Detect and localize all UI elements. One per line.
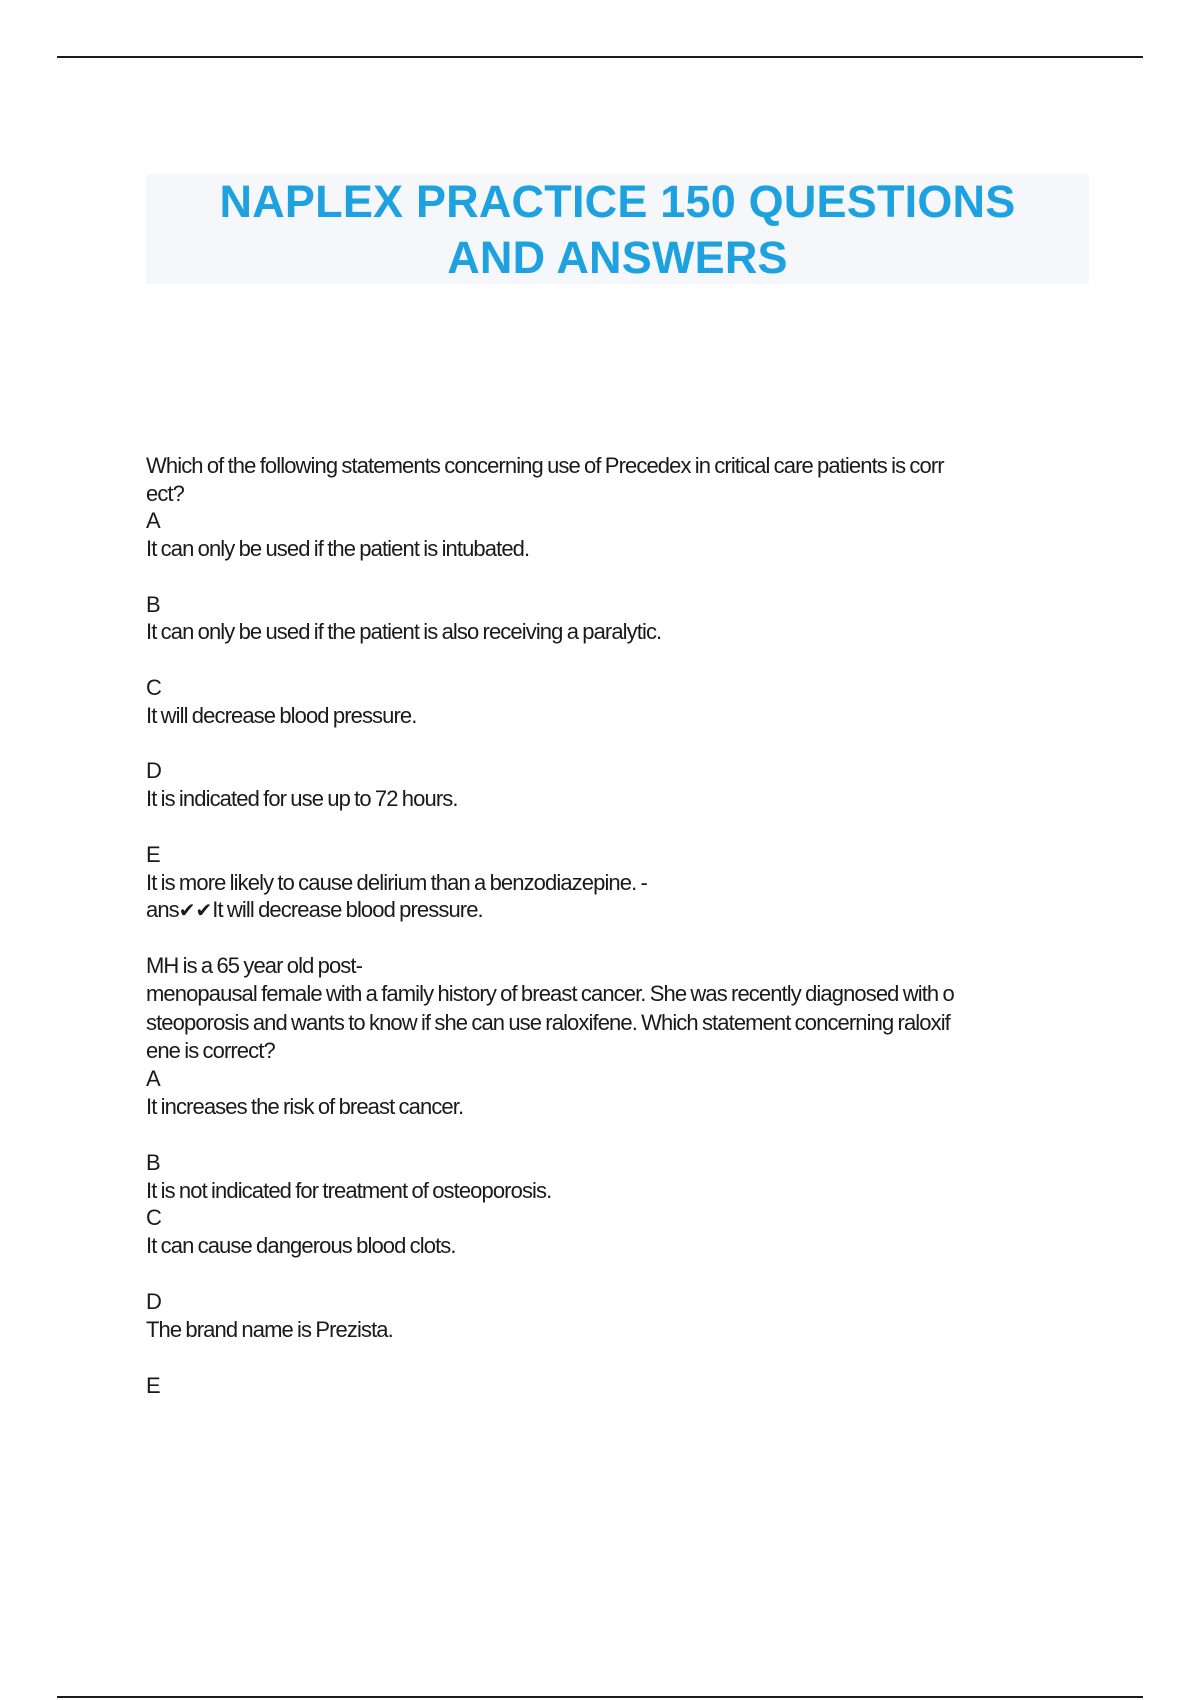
option-letter-d: D xyxy=(146,758,162,783)
option-letter-b: B xyxy=(146,1150,161,1175)
option-text-b: It can only be used if the patient is also receiving a paralytic. xyxy=(146,619,662,644)
option-letter-c: C xyxy=(146,1205,162,1230)
answer-prefix: ans xyxy=(146,897,179,922)
option-letter-a: A xyxy=(146,1066,161,1091)
option-letter-b: B xyxy=(146,592,161,617)
answer-text: It will decrease blood pressure. xyxy=(212,897,483,922)
document-title-line-1: NAPLEX PRACTICE 150 QUESTIONS xyxy=(219,176,1016,227)
option-letter-e: E xyxy=(146,842,161,867)
option-text-b: It is not indicated for treatment of osteoporosis. xyxy=(146,1178,552,1203)
option-letter-c: C xyxy=(146,675,162,700)
question-1-stem-line-2: ect? xyxy=(146,481,184,506)
document-title-line-2: AND ANSWERS xyxy=(447,232,788,283)
option-text-e: It is more likely to cause delirium than a benzodiazepine. - xyxy=(146,870,647,895)
option-text-d: The brand name is Prezista. xyxy=(146,1317,393,1342)
option-letter-e: E xyxy=(146,1373,161,1398)
question-2-stem-line-3: steoporosis and wants to know if she can use raloxifene. Which statement concerning raloxif xyxy=(146,1010,950,1035)
option-text-a: It increases the risk of breast cancer. xyxy=(146,1094,464,1119)
question-2-stem-line-4: ene is correct? xyxy=(146,1038,275,1063)
option-text-c: It can cause dangerous blood clots. xyxy=(146,1233,456,1258)
question-2-stem-line-2: menopausal female with a family history of breast cancer. She was recently diagnosed with o xyxy=(146,981,954,1006)
option-text-c: It will decrease blood pressure. xyxy=(146,703,417,728)
question-1-stem-line-1: Which of the following statements concerning use of Precedex in critical care patients is corr xyxy=(146,453,944,478)
option-text-a: It can only be used if the patient is intubated. xyxy=(146,536,530,561)
question-2-stem-line-1: MH is a 65 year old post- xyxy=(146,953,363,978)
header-rule xyxy=(57,56,1143,58)
check-icon: ✔✔ xyxy=(178,898,213,922)
option-letter-a: A xyxy=(146,508,161,533)
option-text-d: It is indicated for use up to 72 hours. xyxy=(146,786,458,811)
footer-rule xyxy=(57,1696,1143,1698)
answer-line xyxy=(146,896,483,924)
title-banner xyxy=(146,174,1089,284)
option-letter-d: D xyxy=(146,1289,162,1314)
